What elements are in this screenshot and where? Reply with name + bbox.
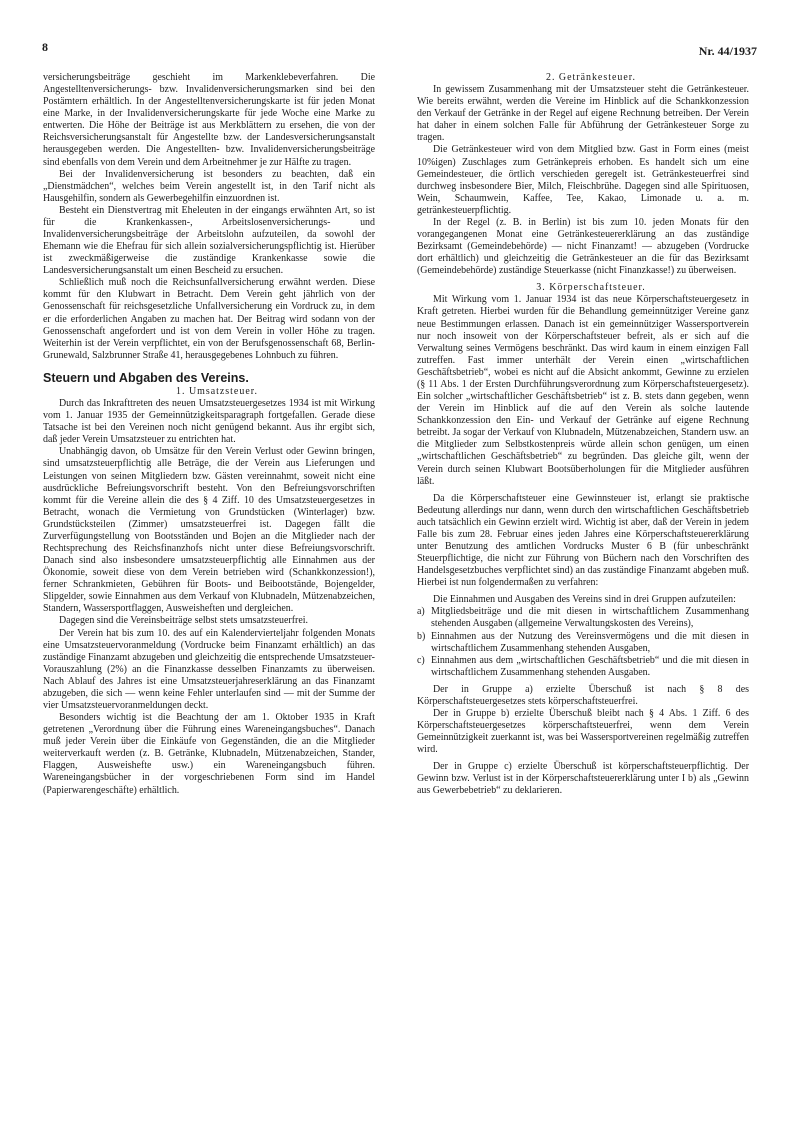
paragraph: Besonders wichtig ist die Beachtung der am 1. Oktober 1935 in Kraft getretenen „Verordnung über die Führung eines Wareneingangsbuches“. Danach muß jeder Verein über die Einkäufe von Gegenständen, die an die Mitglieder weiterverkauft werden (z. B. Getränke, Klubnadeln, Mützenabzeichen, Stander, Flaggen, Ausweishefte usw.) ein Wareneingangsbuch führen. Wareneingangsbücher in der vorgeschriebenen Form sind im Handel (Papierwarengeschäfte) erhältlich. <box>43 712 375 796</box>
list-text: Mitgliedsbeiträge und die mit diesen in wirtschaftlichem Zusammenhang stehenden Ausgaben (allgemeine Verwaltungskosten des Vereins), <box>431 606 749 630</box>
list-item <box>417 631 749 655</box>
list-marker: c) <box>417 654 425 666</box>
paragraph: Bei der Invalidenversicherung ist besonders zu beachten, daß ein „Dienstmädchen“, welches beim Verein angestellt ist, in den Tarif nicht als Hausgehilfin, sondern als Gewerbegehilfin einzuordnen ist. <box>43 168 375 204</box>
paragraph: Der Verein hat bis zum 10. des auf ein Kalendervierteljahr folgenden Monats eine Umsatzsteuervoranmeldung (Vordrucke beim Finanzamt erhältlich) an das zuständige Finanzamt abzugeben und gleichzeitig die entsprechende Umsatzsteuer-Vorauszahlung (2%) an die Finanzkasse desselben Finanzamts zu überweisen. Nach Ablauf des Jahres ist eine Umsatzsteuerjahreserklärung an das Finanzamt abzugeben, die sich — wenn keine Fehler unterlaufen sind — mit der Summe der vier Umsatzsteuervoranmeldungen deckt. <box>43 627 375 711</box>
page-number: 8 <box>42 40 48 54</box>
paragraph: Mit Wirkung vom 1. Januar 1934 ist das neue Körperschaftsteuergesetz in Kraft getreten. Hierbei wurden für die Behandlung gemeinnütziger Vereine ganz neue Bestimmungen erlassen. Danach ist ein gemeinnütziger Wassersportverein nur noch insoweit von der Körperschaftsteuer befreit, als er sich auf die Verwaltung seines Vermögens beschränkt. Das wird kaum in einem einzigen Fall zutreffen. Fast immer unterhält der Verein einen „wirtschaftlichen Geschäftsbetrieb“, wobei es nicht auf die Absicht ankommt, Gewinne zu erzielen (§ 11 Abs. 1 der Ersten Durchführungsverordnung zum Körperschaftsteuergesetz). Ein solcher „wirtschaftlicher Geschäftsbetrieb“ ist z. B. stets dann gegeben, wenn der Verein im Hinblick auf die auf den Verein als solche lautende Schankkonzession den Ein- und Verkauf der Getränke auf eigene Rechnung betreibt. Ja sogar der Verkauf von Klubnadeln, Mützenabzeichen, Standern usw. an die Mitglieder zum Selbstkostenpreis würde allein schon genügen, um einen „wirtschaftlichen Geschäftsbetrieb“ zu begründen. Das gleiche gilt, wenn der Verein durch seinen Klubwart Bootsüberholungen für die Mitglieder ausführen läßt. <box>417 294 749 487</box>
list-text: Einnahmen aus der Nutzung des Vereinsvermögens und die mit diesen in wirtschaftlichem Zusammenhang stehenden Ausgaben, <box>431 630 749 654</box>
section-title: Steuern und Abgaben des Vereins. <box>43 370 249 385</box>
list-text: Einnahmen aus dem „wirtschaftlichen Geschäftsbetrieb“ und die mit diesen in wirtschaftlichem Zusammenhang stehenden Ausgaben. <box>431 654 749 678</box>
paragraph: Unabhängig davon, ob Umsätze für den Verein Verlust oder Gewinn bringen, sind umsatzsteuerpflichtig alle Beträge, die der Verein aus Lieferungen und Leistungen von seinen Mitgliedern bzw. Gästen vereinnahmt, soweit nicht eine ausdrückliche Befreiungsvorschrift besteht. Von den Befreiungsvorschriften kommt für die Vereine allein die des § 4 Ziff. 10 des Umsatzsteuergesetzes in Betracht, wonach die Vermietung von Grundstücken (Winterlager) bzw. Grundstücksteilen (Zimmer) umsatzsteuerfrei ist. Dagegen fällt die Zurverfügungstellung von Bootsständen und Bojen an die Mitglieder nach der Rechtsprechung des Reichsfinanzhofs nicht unter diese Befreiungsvorschrift. Danach sind also insbesondere umsatzsteuerpflichtig alle Einnahmen aus der Ökonomie, soweit diese von dem Verein betrieben wird (Schankkonzession!), ferner Schrankmieten, Gebühren für Boots- und Beibootstände, Bojengelder, Slipgelder, sowie Einnahmen aus dem Verkauf von Klubnadeln, Mützenabzeichen, Standern, Wassersportflaggen, Ausweisheften und dergleichen. <box>43 446 375 615</box>
paragraph: Der in Gruppe c) erzielte Überschuß ist körperschaftsteuerpflichtig. Der Gewinn bzw. Verlust ist in der Körperschaftsteuererklärung unter I b) als „Gewinn aus Gewerbebetrieb“ zu deklarieren. <box>417 761 749 797</box>
paragraph: Dagegen sind die Vereinsbeiträge selbst stets umsatzsteuerfrei. <box>59 615 309 627</box>
right-column <box>417 72 749 798</box>
paragraph: Der in Gruppe b) erzielte Überschuß bleibt nach § 4 Abs. 1 Ziff. 6 des Körperschaftsteuergesetzes körperschaftsteuerfrei, wenn dem Verein Gemeinnützigkeit zuerkannt ist, was bei Wassersportvereinen regelmäßig zutreffen wird. <box>417 707 749 756</box>
paragraph: versicherungsbeiträge geschieht im Markenklebeverfahren. Die Angestelltenversicherungs- bzw. Invalidenversicherungsmarken sind bei den Postämtern erhältlich. In der Angestelltenversicherungskarte ist für jeden Monat eine Marke, in der Invalidenversicherungskarte für jede Woche eine Marke zu entwerten. Die Höhe der Beiträge ist aus Merkblättern zu ersehen, die von der Reichsversicherungsanstalt für Angestellte bzw. der Landesversicherungsanstalt herausgegeben werden. Die Angestellten- bzw. Invalidenversicherungsbeiträge sind ebenfalls von dem Verein und dem Arbeitnehmer je zur Hälfte zu tragen. <box>43 72 375 168</box>
paragraph: Besteht ein Dienstvertrag mit Eheleuten in der eingangs erwähnten Art, so ist für die Krankenkassen-, Arbeitslosenversicherungs- und Invalidenversicherungsbeiträge der Arbeitslohn aufzuteilen, da sowohl der Ehemann wie die Ehefrau für sich allein sozialversicherungspflichtig ist. Hierüber ist zweckmäßigerweise die zuständige Krankenkasse sowie die Landesversicherungsanstalt um einen Bescheid zu ersuchen. <box>43 204 375 277</box>
subheading-getraenkesteuer: 2. Getränkesteuer. <box>545 72 637 83</box>
left-column <box>43 72 375 797</box>
paragraph: Die Getränkesteuer wird von dem Mitglied bzw. Gast in Form eines (meist 10%igen) Zuschlages zum Getränkepreis erhoben. Es handelt sich um eine Gemeindesteuer, die örtlich verschieden geregelt ist. Getränkesteuerfrei sind durchweg insbesondere Bier, Milch, Fleischbrühe. Dagegen sind alle Spirituosen, Wein, Schaumwein, Kaffee, Tee, Kakao, Limonade u. a. m. getränkesteuerpflichtig. <box>417 144 749 216</box>
issue-number: Nr. 44/1937 <box>698 44 757 58</box>
subheading-koerperschaftsteuer: 3. Körperschaftsteuer. <box>536 282 646 294</box>
subheading-umsatzsteuer: 1. Umsatzsteuer. <box>176 385 258 397</box>
list-marker: a) <box>417 606 425 618</box>
paragraph: In gewissem Zusammenhang mit der Umsatzsteuer steht die Getränkesteuer. Wie bereits erwähnt, werden die Vereine im Hinblick auf die Schankkonzession den Verkauf der Getränke in der Regel auf eigene Rechnung betreiben. Der Verein hat daher in einem solchen Falle für Abführung der Getränkesteuer Sorge zu tragen. <box>417 84 749 144</box>
paragraph: Durch das Inkrafttreten des neuen Umsatzsteuergesetzes 1934 ist mit Wirkung vom 1. Januar 1935 der Gemeinnützigkeitsparagraph fortgefallen. Gerade diese Tatsache ist bei den Vereinen noch nicht genügend bekannt. Aus ihr ergibt sich, daß jeder Verein Umsatzsteuer zu entrichten hat. <box>43 398 375 446</box>
list-item <box>417 606 749 630</box>
list-marker: b) <box>417 630 426 642</box>
paragraph: Schließlich muß noch die Reichsunfallversicherung erwähnt werden. Diese kommt für den Klubwart in Betracht. Dem Verein geht jährlich von der Genossenschaft für reichsgesetzliche Unfallversicherung ein Vordruck zu, in dem er die erforderlichen Angaben zu machen hat. Der Beitrag wird sodann von der Genossenschaft angefordert und ist von dem Verein in voller Höhe zu tragen. Weiterhin ist der Verein verpflichtet, ein von der Berufsgenossenschaft 68, Berlin-Grunewald, Salzbrunner Straße 41, herausgegebenes Lohnbuch zu führen. <box>43 277 375 361</box>
paragraph: Da die Körperschaftsteuer eine Gewinnsteuer ist, erlangt sie praktische Bedeutung allerdings nur dann, wenn durch den wirtschaftlichen Geschäftsbetrieb auch tatsächlich ein Gewinn erzielt wird. Wichtig ist aber, daß der Verein in jedem Falle bis zum 28. Februar eines jeden Jahres eine Körperschaftsteuererklärung unter Benutzung des amtlichen Vordrucks Muster 6 B (für unbeschränkt Steuerpflichtige, die nicht zur Führung von Büchern nach den Vorschriften des Handelsgesetzbuches verpflichtet sind) an das zuständige Finanzamt abgeben muß. Hierbei ist nun folgendermaßen zu verfahren: <box>417 492 749 589</box>
paragraph: Die Einnahmen und Ausgaben des Vereins sind in drei Gruppen aufzuteilen: <box>433 594 736 606</box>
paragraph: Der in Gruppe a) erzielte Überschuß ist nach § 8 des Körperschaftsteuergesetzes stets körperschaftsteuerfrei. <box>417 683 749 707</box>
list-item <box>417 655 749 679</box>
paragraph: In der Regel (z. B. in Berlin) ist bis zum 10. jeden Monats für den vorangegangenen Monat eine Getränkesteuererklärung an das zuständige Bezirksamt (Gemeindebehörde) — nicht Finanzamt! — abzugeben (Vordrucke dort erhältlich) und gleichzeitig die Getränkesteuer an die für das Bezirksamt (Gemeindebehörde) zuständige Steuerkasse (nicht Finanzkasse!) zu überweisen. <box>417 216 749 277</box>
